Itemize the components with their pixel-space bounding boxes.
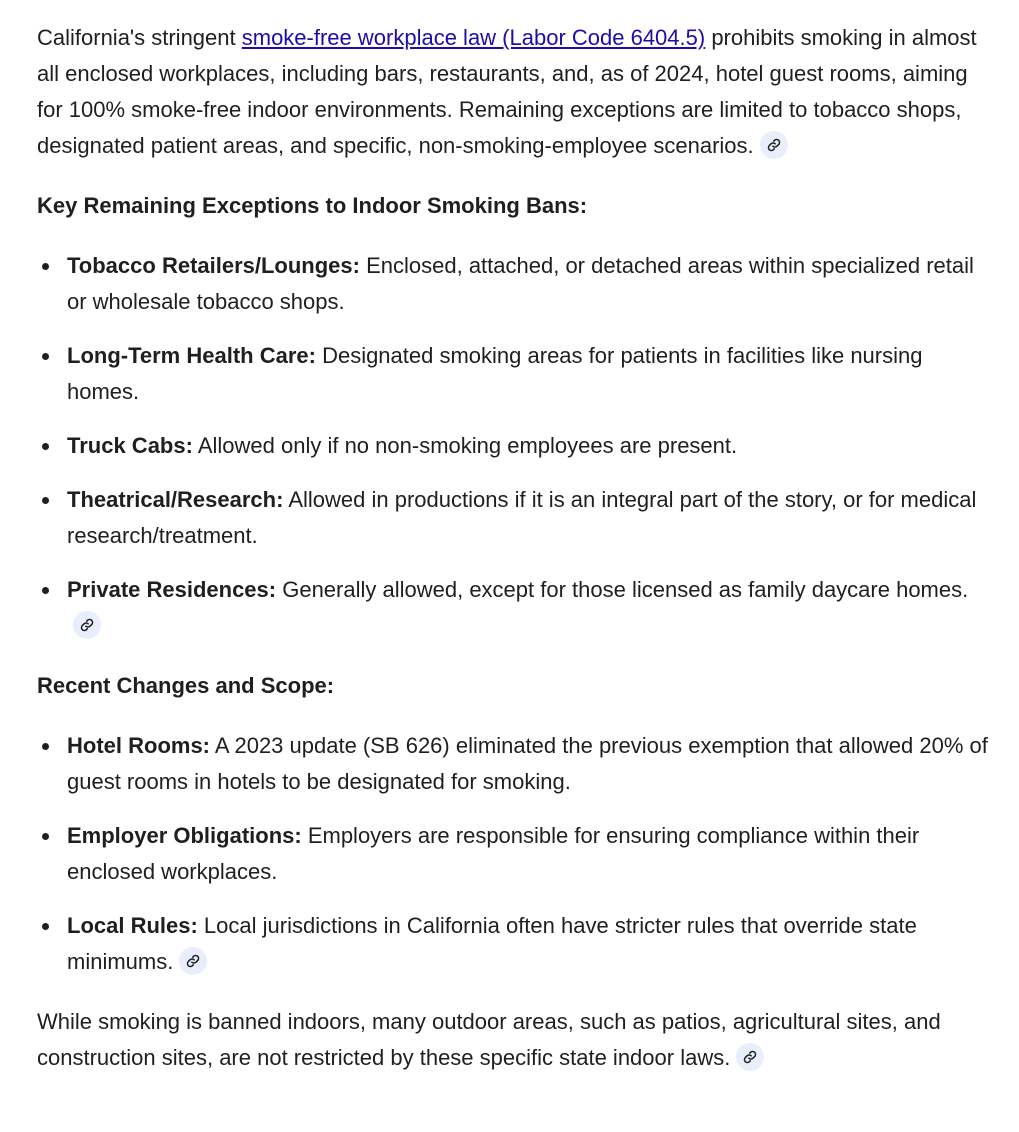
link-icon bbox=[186, 954, 200, 968]
list-item bbox=[67, 728, 989, 800]
list-item-term: Long-Term Health Care: bbox=[67, 343, 316, 368]
outro-paragraph bbox=[37, 1004, 989, 1076]
intro-text-before: California's stringent bbox=[37, 25, 242, 50]
list-item-text: Enclosed, attached, or detached areas within specialized retail or wholesale tobacco shops. bbox=[67, 253, 974, 314]
citation-button[interactable] bbox=[73, 611, 101, 639]
link-icon bbox=[743, 1050, 757, 1064]
list-item bbox=[67, 338, 989, 410]
list-item bbox=[67, 482, 989, 554]
list-item-text: A 2023 update (SB 626) eliminated the previous exemption that allowed 20% of guest rooms in hotels to be designated for smoking. bbox=[67, 733, 988, 794]
list-item-text: Allowed only if no non-smoking employees are present. bbox=[192, 433, 738, 458]
link-icon bbox=[80, 618, 94, 632]
list-item-text: Designated smoking areas for patients in facilities like nursing homes. bbox=[67, 343, 923, 404]
list-item-term: Tobacco Retailers/Lounges: bbox=[67, 253, 360, 278]
citation-button[interactable] bbox=[760, 131, 788, 159]
list-item bbox=[67, 428, 989, 464]
list-item-term: Private Residences: bbox=[67, 577, 277, 602]
list-item-term: Theatrical/Research: bbox=[67, 487, 284, 512]
list-item-text: Employers are responsible for ensuring compliance within their enclosed workplaces. bbox=[67, 823, 920, 884]
labor-code-link[interactable]: smoke-free workplace law (Labor Code 6404.5) bbox=[241, 25, 706, 50]
list-item bbox=[67, 818, 989, 890]
section-heading-exceptions: Key Remaining Exceptions to Indoor Smoking Bans: bbox=[37, 193, 588, 218]
list-item bbox=[67, 248, 989, 320]
list-item-term: Hotel Rooms: bbox=[67, 733, 210, 758]
list-item-text: Generally allowed, except for those licensed as family daycare homes. bbox=[276, 577, 969, 602]
list-item bbox=[67, 908, 989, 980]
list-item-term: Truck Cabs: bbox=[67, 433, 193, 458]
list-item-term: Local Rules: bbox=[67, 913, 198, 938]
recent-changes-list bbox=[37, 728, 989, 980]
citation-button[interactable] bbox=[179, 947, 207, 975]
list-item-text: Local jurisdictions in California often have stricter rules that override state minimums. bbox=[67, 913, 917, 974]
link-icon bbox=[767, 138, 781, 152]
list-item-text: Allowed in productions if it is an integral part of the story, or for medical research/treatment. bbox=[67, 487, 977, 548]
list-item-term: Employer Obligations: bbox=[67, 823, 302, 848]
exceptions-list bbox=[37, 248, 989, 644]
list-item bbox=[67, 572, 989, 644]
citation-button[interactable] bbox=[736, 1043, 764, 1071]
section-heading-recent-changes: Recent Changes and Scope: bbox=[37, 673, 335, 698]
intro-text-after: prohibits smoking in almost all enclosed workplaces, including bars, restaurants, and, as of 2024, hotel guest rooms, aiming for 100% smoke-free indoor environments. Remaining exceptions are limited to tobacco shops, designated patient areas, and specific, non-smoking-employee scenarios. bbox=[37, 25, 977, 158]
outro-text: While smoking is banned indoors, many outdoor areas, such as patios, agricultural sites, and construction sites, are not restricted by these specific state indoor laws. bbox=[37, 1009, 941, 1070]
intro-paragraph bbox=[37, 20, 989, 164]
